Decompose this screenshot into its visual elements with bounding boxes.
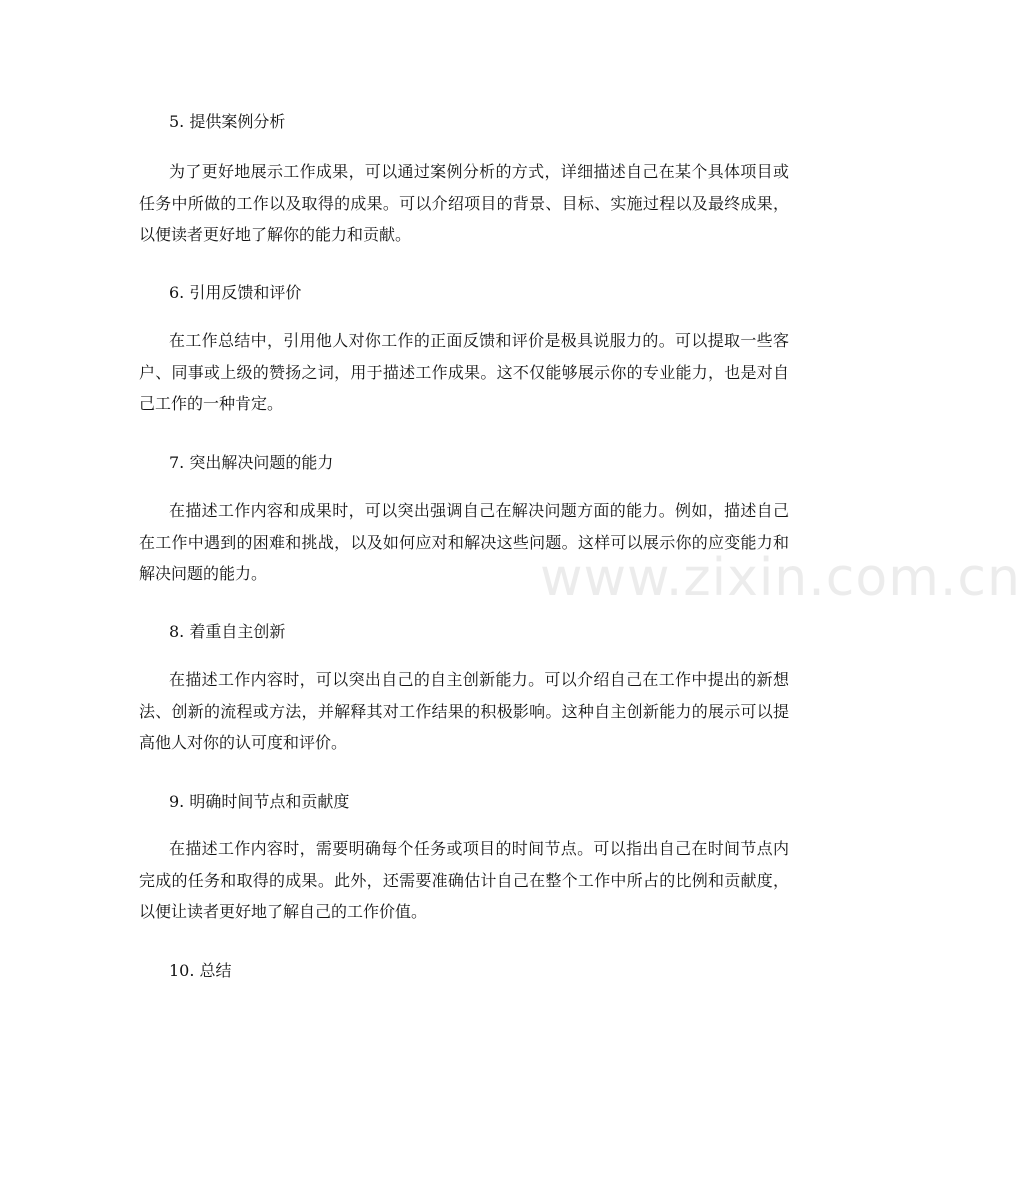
watermark-text: www.zixin.com.cn — [540, 548, 1021, 608]
section-body-9: 在描述工作内容时，需要明确每个任务或项目的时间节点。可以指出自己在时间节点内完成的任务和取得的成果。此外，还需要准确估计自己在整个工作中所占的比例和贡献度，以便让读者更好地了解自己的工作价值。 — [139, 839, 789, 921]
section-body-8: 在描述工作内容时，可以突出自己的自主创新能力。可以介绍自己在工作中提出的新想法、创新的流程或方法，并解释其对工作结果的积极影响。这种自主创新能力的展示可以提高他人对你的认可度和评价。 — [139, 670, 789, 752]
section-heading-5: 5. 提供案例分析 — [169, 112, 286, 131]
section-body-5: 为了更好地展示工作成果，可以通过案例分析的方式，详细描述自己在某个具体项目或任务中所做的工作以及取得的成果。可以介绍项目的背景、目标、实施过程以及最终成果，以便读者更好地了解你的能力和贡献。 — [139, 162, 789, 244]
section-heading-7: 7. 突出解决问题的能力 — [169, 453, 334, 472]
section-body-7: 在描述工作内容和成果时，可以突出强调自己在解决问题方面的能力。例如，描述自己在工作中遇到的困难和挑战，以及如何应对和解决这些问题。这样可以展示你的应变能力和解决问题的能力。 — [139, 501, 789, 583]
section-heading-8: 8. 着重自主创新 — [169, 622, 286, 641]
section-heading-9: 9. 明确时间节点和贡献度 — [169, 792, 350, 811]
section-body-6: 在工作总结中，引用他人对你工作的正面反馈和评价是极具说服力的。可以提取一些客户、同事或上级的赞扬之词，用于描述工作成果。这不仅能够展示你的专业能力，也是对自己工作的一种肯定。 — [139, 331, 789, 413]
section-heading-6: 6. 引用反馈和评价 — [169, 283, 302, 302]
section-heading-10: 10. 总结 — [169, 961, 232, 980]
